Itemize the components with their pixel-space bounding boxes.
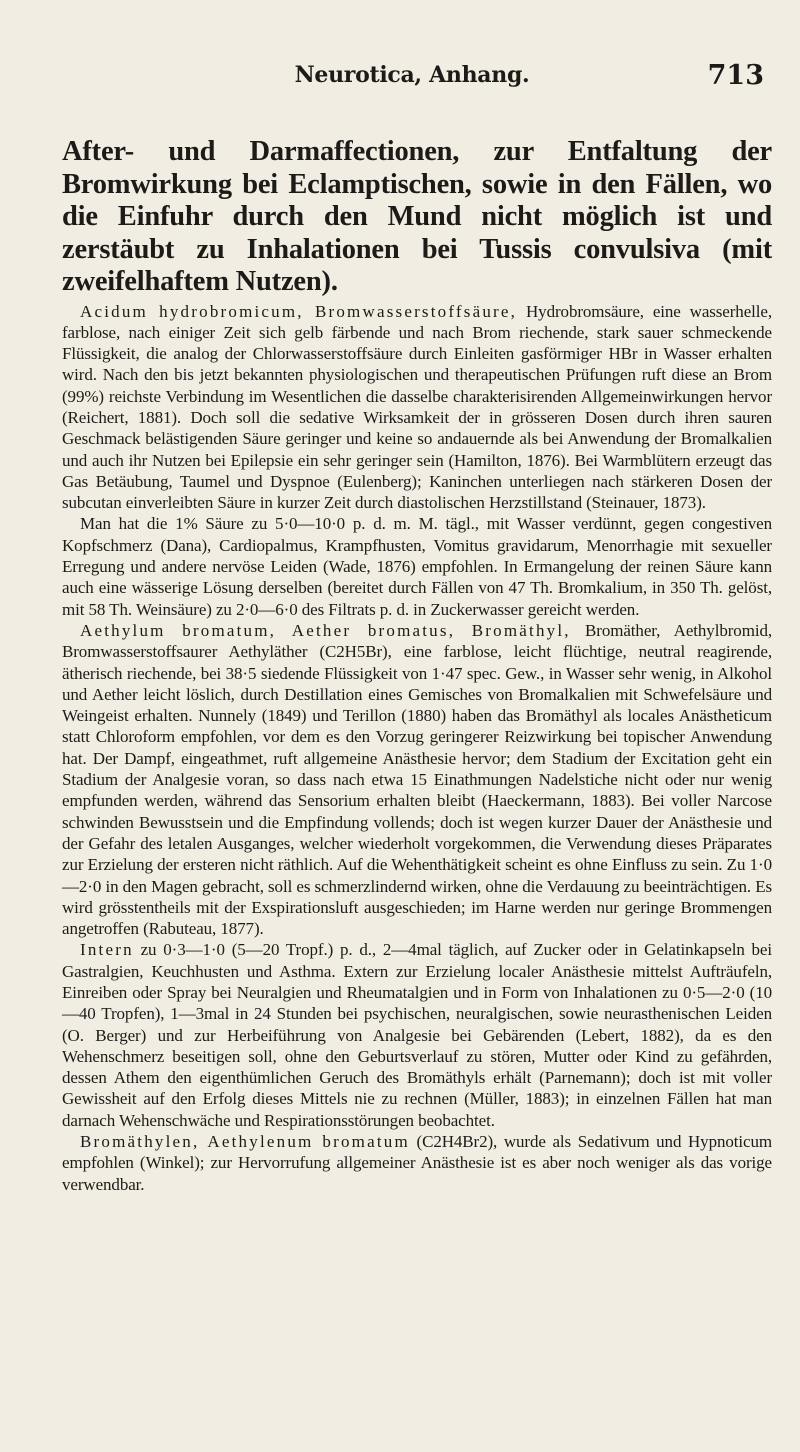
term-lead: Aethylum bromatum, Aether bromatus, Bromäthyl,: [80, 620, 571, 640]
paragraph-text: (C2H4Br2), wurde als Sedativum und Hypnoticum empfohlen (Winkel); zur Hervorrufung allgemeiner Anästhesie ist es aber noch weniger als das vorige verwendbar.: [62, 1132, 772, 1194]
running-title: Neurotica, Anhang.: [294, 62, 530, 88]
term-lead: Intern: [80, 940, 134, 960]
paragraph-hydrobromic-acid: [62, 301, 772, 514]
page-content: [62, 136, 772, 1195]
paragraph-ethyl-bromide: [62, 620, 772, 939]
running-head: [60, 58, 764, 94]
paragraph-dosage: [62, 513, 772, 619]
paragraph-intern-extern: [62, 939, 772, 1131]
paragraph-text: Man hat die 1% Säure zu 5·0—10·0 p. d. m. M. tägl., mit Wasser verdünnt, gegen congestiven Kopfschmerz (Dana), Cardiopalmus, Krampfhusten, Vomitus gravidarum, Menorrhagie mit sexueller Erregung und andere nervöse Leiden (Wade, 1876) empfohlen. In Ermangelung der reinen Säure kann auch eine wässerige Lösung derselben (bereitet durch Fällen von 47 Th. Bromkalium, in 350 Th. gelöst, mit 58 Th. Weinsäure) zu 2·0—6·0 des Filtrats p. d. in Zuckerwasser gereicht werden.: [62, 514, 772, 619]
paragraph-text: Bromäther, Aethylbromid, Bromwasserstoffsaurer Aethyläther (C2H5Br), eine farblose, leicht flüchtige, neutral reagirende, ätherisch riechende, bei 38·5 siedende Flüssigkeit von 1·47 spec. Gew., in Wasser sehr wenig, in Alkohol und Aether leicht löslich, durch Destillation eines Gemisches von Bromalkalien mit Schwefelsäure und Weingeist erhalten. Nunnely (1849) und Terillon (1880) haben das Bromäthyl als locales Anästheticum statt Chloroform empfohlen, vor dem es den Vorzug geringerer Reizwirkung bei topischer Anwendung hat. Der Dampf, eingeathmet, ruft allgemeine Anästhesie hervor; dem Stadium der Excitation geht ein Stadium der Analgesie voran, so dass nach etwa 15 Einathmungen Nadelstiche nicht oder nur wenig empfunden werden, während das Sensorium erhalten bleibt (Haeckermann, 1883). Bei voller Narcose schwinden Bewusstsein und die Empfindung vollends; doch ist wegen kurzer Dauer der Anästhesie und der Gefahr des letalen Ausganges, welcher wiederholt vorgekommen, die Verwendung dieses Präparates zur Erzielung der ersteren nicht räthlich. Auf die Wehenthätigkeit scheint es ohne Einfluss zu sein. Zu 1·0—2·0 in den Magen gebracht, soll es schmerzlindernd wirken, ohne die Verdauung zu beeinträchtigen. Es wird grösstentheils mit der Exspirationsluft ausgeschieden; im Harne werden nur geringe Brommengen angetroffen (Rabuteau, 1877).: [62, 620, 772, 939]
body-text: [62, 301, 772, 1195]
term-lead: Bromäthylen, Aethylenum bromatum: [80, 1132, 410, 1152]
paragraph-ethylene-bromide: [62, 1131, 772, 1195]
section-heading: After- und Darmaffectionen, zur Entfaltung der Bromwirkung bei Eclamptischen, sowie in den Fällen, wo die Einfuhr durch den Mund nicht möglich ist und zerstäubt zu Inhalationen bei Tussis convulsiva (mit zweifelhaftem Nutzen).: [62, 136, 772, 297]
paragraph-text: Hydrobromsäure, eine wasserhelle, farblose, nach einiger Zeit sich gelb färbende und nach Brom riechende, stark sauer schmeckende Flüssigkeit, die analog der Chlorwasserstoffsäure durch Einleiten gasförmiger HBr in Wasser erhalten wird. Nach den bis jetzt bekannten physiologischen und therapeutischen Prüfungen ruft diese an Brom (99%) reichste Verbindung im Wesentlichen die dasselbe charakterisirenden Allgemeinwirkungen hervor (Reichert, 1881). Doch soll die sedative Wirksamkeit der in grösseren Dosen durch ihren sauren Geschmack belästigenden Säure geringer und keine so andauernde als bei Anwendung der Bromalkalien und auch ihr Nutzen bei Epilepsie ein sehr geringer sein (Hamilton, 1876). Bei Warmblütern erzeugt das Gas Betäubung, Taumel und Dyspnoe (Eulenberg); Kaninchen unterliegen nach stärkeren Dosen der subcutan einverleibten Säure in kurzer Zeit durch diastolischen Herzstillstand (Steinauer, 1873).: [62, 301, 772, 513]
paragraph-text: zu 0·3—1·0 (5—20 Tropf.) p. d., 2—4mal täglich, auf Zucker oder in Gelatinkapseln bei Gastralgien, Keuchhusten und Asthma. Extern zur Erzielung localer Anästhesie mittelst Aufträufeln, Einreiben oder Spray bei Neuralgien und Rheumatalgien und in Form von Inhalationen zu 0·5—2·0 (10—40 Tropfen), 1—3mal in 24 Stunden bei psychischen, neuralgischen, sowie neurasthenischen Leiden (O. Berger) und zur Herbeiführung von Analgesie bei Gebärenden (Lebert, 1882), da es den Wehenschmerz beseitigen soll, ohne den Geburtsverlauf zu stören, Mutter oder Kind zu gefährden, dessen Athem den eigenthümlichen Geruch des Bromäthyls erhält (Parnemann); doch ist mit voller Gewissheit auf den Erfolg dieses Mittels nie zu rechnen (Müller, 1883); in einzelnen Fällen hat man darnach Wehenschwäche und Respirationsstörungen beobachtet.: [62, 940, 772, 1130]
term-lead: Acidum hydrobromicum, Bromwasserstoffsäure,: [80, 301, 518, 321]
page-number: 713: [707, 60, 764, 91]
